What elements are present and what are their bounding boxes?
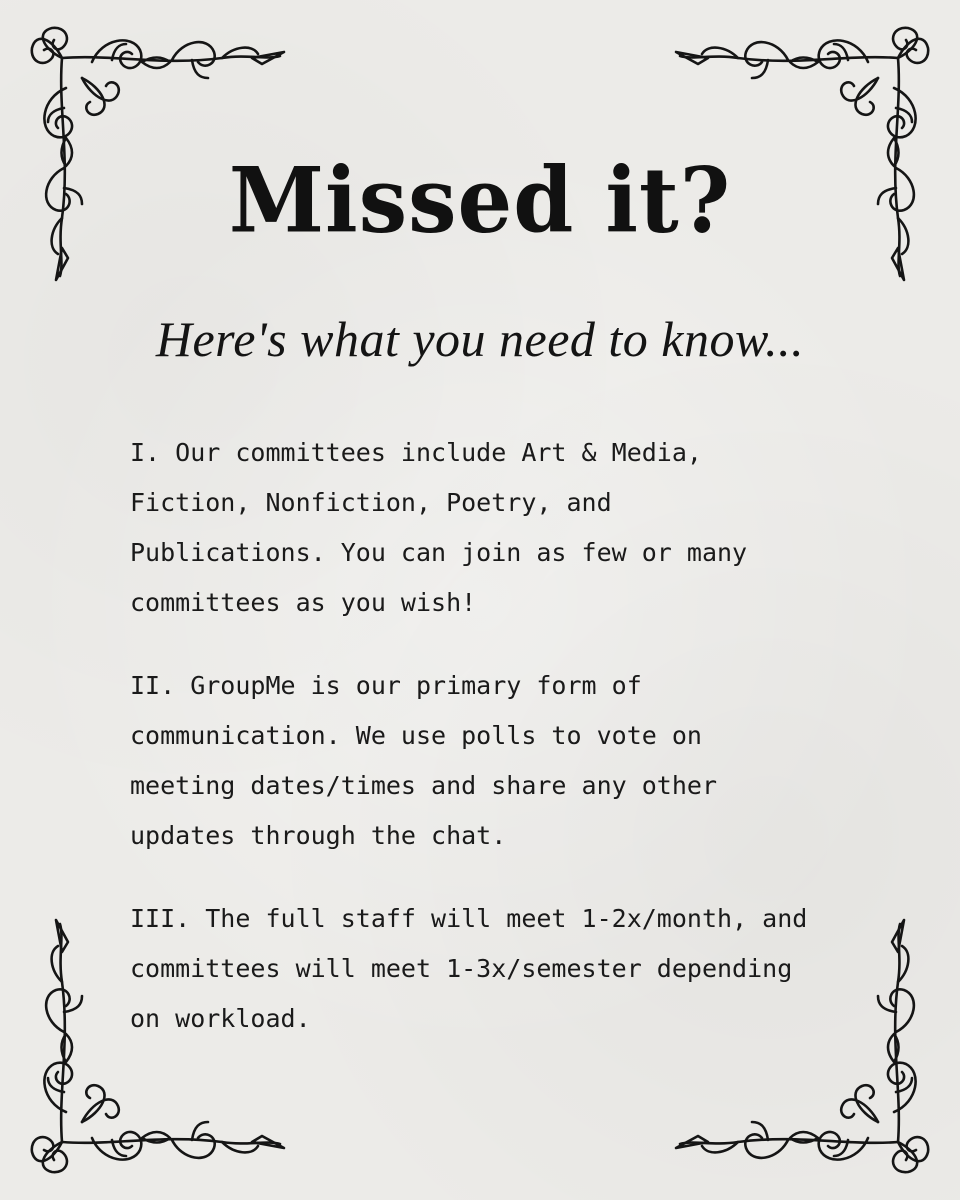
info-item: III. The full staff will meet 1-2x/month, and committees will meet 1-3x/semester depending on workload. xyxy=(130,904,808,1033)
page-subtitle: Here's what you need to know... xyxy=(155,311,805,367)
info-item: II. GroupMe is our primary form of communication. We use polls to vote on meeting dates/times and share any other updates through the chat. xyxy=(130,671,717,850)
page-title: Missed it? xyxy=(228,147,732,254)
info-list xyxy=(130,428,810,1077)
info-item: I. Our committees include Art & Media, Fiction, Nonfiction, Poetry, and Publications. You can join as few or many committees as you wish! xyxy=(130,438,748,617)
